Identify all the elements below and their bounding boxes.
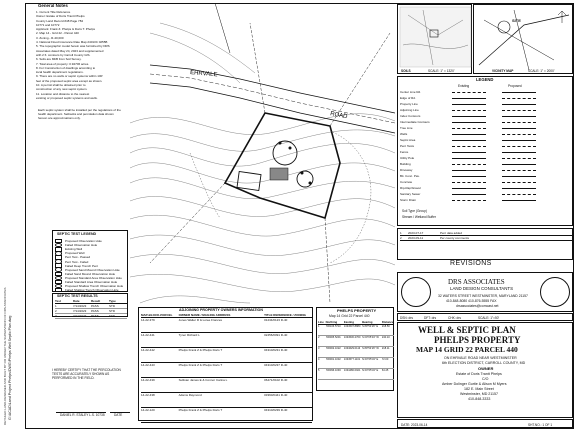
owner-label: OWNER [478,366,494,371]
legend-label: Building [400,162,411,166]
legend-existing-symbol [452,194,486,195]
road [150,65,395,133]
phelps-table-title: PHELPS PROPERTY [337,308,377,313]
note-line: 10. A permit shall be obtained prior to [36,83,86,88]
septic-test-results [52,293,128,317]
contour-lines [130,23,395,303]
owner-name2: Amber Dolinger Gurtie & Alison M Myers [442,382,507,386]
legend-label: Fence [400,150,409,154]
revision-desc: Perc data added [440,231,463,235]
phelps-row [318,369,394,380]
legend-proposed-symbol [502,116,536,117]
phelps-cell: 1334530.2760 [343,336,361,339]
adjoining-col: OWNER NAME / MAILING ADDRESS [178,313,231,317]
title-dsn: DSN: drs [400,316,413,320]
firm-logo-left [401,277,431,307]
legend-existing-symbol [452,134,486,135]
note-line: 10771 and 10772 [36,22,60,27]
results-col: Test [55,299,61,303]
adjoining-cell: 04310/0231 R-40 [264,348,288,352]
revision-no: 2 [400,236,402,240]
legend-existing-symbol [452,170,486,171]
footer-strip: DETAILED LAND-DESIGNED AND BUILT BY OR UNDER THE SUPERVISION OF DRS ASSOCIATES [3,287,7,425]
phelps-cell: 3 [318,347,320,350]
adjoining-cell: Phelps Frank Z & Phelps Doris T [178,348,223,352]
phelps-cell: 5 [318,369,320,372]
legend-test-label: Proposed Well [65,251,85,256]
vicinity-map [473,4,573,74]
title-line4: ON EHRVALE ROAD NEAR WESTMINSTER [444,356,517,360]
legend-label: Septic Area [400,138,416,142]
adjoining-cell: Tyner Richard L [178,333,200,337]
vicinity-scale: SCALE: 1" = 2000' [528,69,555,73]
legend-box [397,76,573,226]
certify-statement: I HEREBY CERTIFY THAT THE PERCOLATION TESTS ARE ACCURATELY SHOWN AS PERFORMED IN THE FIELD. [52,368,121,380]
note-line: construction of any new septic system. [36,87,88,92]
results-cell: STD [109,309,115,313]
phelps-col: Bearing [362,320,373,324]
notes-list [36,10,128,100]
legend-existing-symbol [452,182,486,183]
note-line: 8. For Construction of dwellings according to [36,65,96,70]
phelps-cell: 64.45 [381,369,389,372]
adjoining-cell: 14-22-439 [141,378,155,382]
side-file-path: G:\ACAD\Land Project Phelps\DWG\Phelps Well Septic Plan.dwg [8,315,12,420]
phelps-row [318,358,394,369]
adjoining-cell: 02456/0091 R-40 [264,333,288,337]
adjoining-row [141,318,312,333]
note-line: 4. National Flood Insurance Rate Map 24013C 0255B [36,40,108,45]
phelps-row [318,336,394,347]
adjoining-row [141,393,312,408]
legend-stream: Stream / Wetland Buffer [402,215,436,219]
phelps-cell: 1334507.8880 [343,325,361,328]
legend-test-row [55,288,127,292]
results-col: Type [109,299,116,303]
title-dft: DFT: drs [424,316,437,320]
legend-test-label: Proposed Standard Area Observation Hole [65,275,122,280]
legend-proposed-symbol [502,98,536,99]
adjoining-col: TITLE REFERENCE / ZONING [264,313,306,317]
phelps-col: Easting [343,320,354,324]
note-line: 5. The topographic model herein was furnished by DRS [36,44,110,49]
revisions-title: REVISIONS [450,260,492,267]
adjoining-cell: Adams Raymond [178,393,202,397]
septic-test-results-table [55,299,127,319]
revision-no: 1 [400,231,402,235]
legend-proposed-symbol [502,122,536,123]
adjoining-cell: 04310/0239 R-40 [264,408,288,412]
legend-test-label: Perc Test - Passed [65,255,91,260]
firm-phone: 410-848-8080 410-876-5555 FAX [446,299,497,303]
title-meta-row [397,313,573,321]
legend-existing-symbol [452,116,486,117]
legend-test-label: Proposed Shallow Trench Observation Hole [65,284,124,289]
legend-existing: Existing [458,84,470,88]
results-cell: STD [109,314,115,318]
legend-label: Tree Line [400,126,413,130]
phelps-cell: 706005.5201 [325,336,341,339]
legend-test-label: Failed Standard Area Observation Hole [65,279,118,284]
legend-label: Property Line [400,102,418,106]
phelps-table-subtitle: Map 14 Grid 22 Parcel 440 [329,314,370,318]
building [270,168,288,180]
parcel-boundary [225,113,340,218]
legend-title: LEGEND [476,77,494,82]
septic-test-legend-items [55,239,127,292]
phelps-cell: S 89°54'26" E [362,325,379,328]
route-label [215,3,230,53]
firm-sub: LAND DESIGN CONSULTANTS [450,286,514,291]
note-line: Associates dated May 24, 2023 and supplemented [36,48,104,53]
results-cell: STD [109,304,115,308]
road-label-road: ROAD [329,111,348,121]
owner-phone: 410-848-3333 [468,397,491,401]
title-date: DATE: 2023-06-14 [401,422,428,427]
legend-proposed-symbol [502,92,536,93]
phelps-cell: 240.10 [381,336,390,339]
note-line: Owner: Estate of Doris Trantt Phelps [36,14,85,19]
note-line: existing or proposed septic systems and wells. [36,95,98,100]
legend-test-label: Failed Shallow Trench Observation Hole [65,288,119,293]
results-cell: 7/14/2023 [73,314,87,318]
legend-existing-symbol [452,110,486,111]
results-col: Result [91,299,101,303]
results-cell: 7/14/2023 [73,304,87,308]
road-label-ehrvale: EHRVALE [189,70,218,79]
notes-block: Each septic system shall be installed per the regulations of the health department. Setbacks and percolation data shown hereon are approximations only. [38,108,121,120]
revision-desc: Per county comments [440,236,470,240]
legend-label: Index Contours [400,114,421,118]
legend-test-label: Perc Test - Failed [65,259,89,264]
legend-row [400,197,572,203]
adjoining-cell: 04310/0237 R-40 [264,363,288,367]
phelps-cell: 706001.1032 [325,358,341,361]
phelps-cell: 706096.1093 [325,369,341,372]
phelps-cell: 1334577.1101 [343,358,361,361]
legend-existing-symbol [452,200,486,201]
legend-label: Driveway [400,168,413,172]
legend-test-label: Existing Well [65,247,83,252]
adjoining-title: ADJOINING PROPERTY OWNERS INFORMATION [179,308,263,312]
legend-existing-symbol [452,152,486,153]
legend-existing-symbol [452,128,486,129]
note-line: 6. Soils are MbB from Soil Survey. [36,57,82,62]
phelps-cell: 706106.5710 [325,325,341,328]
legend-proposed-symbol [502,110,536,111]
legend-test-label: Proposed Sand Mound Observation Hole [65,267,120,272]
legend-label: Edge of Rd. [400,96,416,100]
legend-label: Sanitary Sewer [400,192,421,196]
legend-existing-symbol [452,104,486,105]
revisions-table [400,231,572,241]
soils-scale: SCALE: 1" = 1320' [428,69,455,73]
results-col: Date [73,299,80,303]
legend-label: Utility Pole [400,156,415,160]
legend-test-label: Proposed Observation Hole [65,239,102,244]
adjoining-row [141,348,312,363]
title-scale: SCALE: 1"=50' [478,316,500,320]
legend-test-label: Failed Sand Mound Observation Hole [65,271,116,276]
title-chk: CHK: drs [448,316,461,320]
note-line: Applicant: Frank Z. Phelps & Doris T. Phelps [36,27,95,32]
legend-label: Wells [400,132,408,136]
phelps-col: Distance [381,320,394,324]
septic-test-legend [52,230,128,292]
vicinity-map-drawing [474,5,574,75]
results-cell: PASS [91,309,99,313]
phelps-cell: N 00°05'34" E [362,358,379,361]
phelps-line-table [316,307,394,391]
adjoining-cell: 14-22-441 [141,333,155,337]
title-footer-row [397,419,573,428]
phelps-cell: 218.11 [381,347,390,350]
owner-name: Estate of Doris Trantt Phelps [456,372,502,376]
legend-test-label: Failed Deep Trench Perc [65,263,99,268]
notes-title: General Notes [38,3,68,8]
adjoining-cell: 03360/0441 R-40 [264,393,288,397]
soils-map [397,4,472,74]
note-line: 11. Location and distance to the nearest [36,91,90,96]
legend-test-symbol [55,288,62,293]
legend-label: Bit. Conc. Pav. [400,174,420,178]
phelps-row [318,347,394,358]
adjoining-cell: 14-22-442 [141,348,155,352]
title-line1: WELL & SEPTIC PLAN [418,325,516,335]
legend-proposed-symbol [502,128,536,129]
legend-existing-symbol [452,98,486,99]
septic-test-results-title: SEPTIC TEST RESULTS [57,294,98,298]
title-line2: PHELPS PROPERTY [434,335,521,345]
adjoining-cell: Phelps Frank Z & Phelps Doris T [178,408,223,412]
legend-existing-symbol [452,140,486,141]
adjoining-cell: Sullivan James E & Connor Carina L [178,378,228,382]
legend-label: Concrete [400,180,413,184]
firm-addr: 32 WATERS STREET WESTMINSTER, MARYLAND 21157 [438,294,528,298]
revision-date: 2023-09-11 [408,236,424,240]
phelps-col: Line [318,320,324,324]
vicinity-title: VICINITY MAP [492,69,514,73]
legend-label: Intermediate Contours [400,120,430,124]
owner-city: Westminster, MD 21157 [460,392,499,396]
legend-label: Center Line Rd. [400,90,422,94]
adjoining-cell: Jones Walter R & Loree Frances [178,318,223,322]
legend-proposed-symbol [502,134,536,135]
legend-label: Storm Drain [400,198,417,202]
firm-block [397,272,573,312]
septic-test-legend-title: SEPTIC TEST LEGEND [57,232,97,236]
firm-logo-right [540,277,570,307]
owner-co: C/O [482,377,489,381]
phelps-col: Northing [325,320,338,324]
adjoining-row [141,333,312,348]
adjoining-rows [141,313,312,423]
adjoining-cell: 01234/0123 R-40 [264,318,288,322]
results-cell: 7/14/2023 [73,309,87,313]
results-cell: 3 [55,314,57,318]
legend-items [400,89,572,203]
owner-addr: 182 E. Main Street [464,387,494,391]
note-line: local health department regulations. [36,70,84,75]
firm-name: DRS ASSOCIATES [448,278,505,286]
legend-soil-type: Soil Type (Group) [402,209,427,213]
revisions-box [397,228,573,260]
soils-label: SOILS [401,69,411,73]
adjoining-cell: 14-22-120 [141,408,155,412]
legend-proposed-symbol [502,140,536,141]
legend-proposed-symbol [502,158,536,159]
note-line: with 2 ft. contours by Carroll County GIS. [36,52,91,57]
results-cell: PASS [91,314,99,318]
adjoining-cell: 14-22-443 [141,363,155,367]
results-cell: PASS [91,304,99,308]
phelps-cell: 2 [318,336,320,339]
legend-existing-symbol [452,146,486,147]
phelps-cell: 218.50 [381,325,390,328]
note-line: feet of the proposed septic area except as shown. [36,78,103,83]
legend-proposed-symbol [502,176,536,177]
general-notes [30,4,130,224]
legend-label: Adjoining Line [400,108,419,112]
legend-existing-symbol [452,164,486,165]
phelps-cell: S 89°54'26" W [362,347,379,350]
phelps-cell: S 00°05'34" W [362,336,379,339]
phelps-cell: 1334480.0921 [343,369,361,372]
legend-proposed-symbol [502,146,536,147]
results-cell: 2 [55,309,57,313]
phelps-cell: 4 [318,358,320,361]
legend-proposed-symbol [502,164,536,165]
note-line: 9. There are no wells or septic systems within 100' [36,74,103,79]
revision-date: 2023-07-17 [408,231,424,235]
adjoining-owners-table [138,307,313,421]
legend-existing-symbol [452,176,486,177]
phelps-cell: 706002.1022 [325,347,341,350]
phelps-cell: 72.00 [381,358,389,361]
legend-proposed-symbol [502,170,536,171]
adjoining-cell: 06471/0102 R-40 [264,378,288,382]
plan-drawing [130,3,395,305]
legend-proposed-symbol [502,200,536,201]
phelps-cell: N 00°05'34" E [362,369,379,372]
phelps-cell: 1334629.0113 [343,347,361,350]
legend-label: Perc Tests [400,144,414,148]
results-cell: 1 [55,304,57,308]
legend-test-label: Failed Observation Hole [65,243,98,248]
legend-existing-symbol [452,158,486,159]
phelps-table-rows [318,320,394,380]
note-line: County Land Record #48 Page 784 [36,18,84,23]
revision-row [400,236,572,241]
legend-existing-symbol [452,122,486,123]
note-line: 7. Total area of property: 0.92706 acres. [36,61,90,66]
legend-proposed-symbol [502,194,536,195]
title-line3: MAP 14 GRID 22 PARCEL 440 [416,345,518,354]
signature-name: DANIEL R. STALEY L.S. 10735 [60,413,105,417]
legend-proposed-symbol [502,188,536,189]
note-line: 1. Current Title Reference [36,10,71,14]
phelps-row [318,325,394,336]
legend-label: Rip-Rap/Gravel [400,186,421,190]
note-line: 2. Map 14 - Grid 22 - Parcel 440 [36,31,79,36]
adjoining-cell: 14-22-438 [141,393,155,397]
note-line: 3. Zoning - R-40,000 [36,35,64,40]
legend-proposed: Proposed [508,84,522,88]
soils-map-drawing [398,5,473,75]
adjoining-row [141,363,312,378]
phelps-cell: 1 [318,325,320,328]
firm-email: drsassociates@comcast.net [456,304,499,308]
legend-proposed-symbol [502,182,536,183]
title-sheet: SHT.NO.: 1 OF 1 [528,422,553,427]
legend-existing-symbol [452,92,486,93]
results-row [55,314,127,319]
adjoining-col: MAP-BLOCK-PARCEL [141,313,173,317]
legend-existing-symbol [452,188,486,189]
adjoining-row [141,408,312,423]
legend-proposed-symbol [502,152,536,153]
title-line5: 6th ELECTION DISTRICT, CARROLL COUNTY, MD [442,361,526,365]
date-label: DATE [114,413,123,417]
adjoining-cell: 14-22-379 [141,318,155,322]
adjoining-cell: Phelps Frank Z & Phelps Doris T [178,363,223,367]
title-main [397,322,573,418]
vicinity-site: SITE [512,18,521,23]
legend-proposed-symbol [502,104,536,105]
adjoining-row [141,378,312,393]
